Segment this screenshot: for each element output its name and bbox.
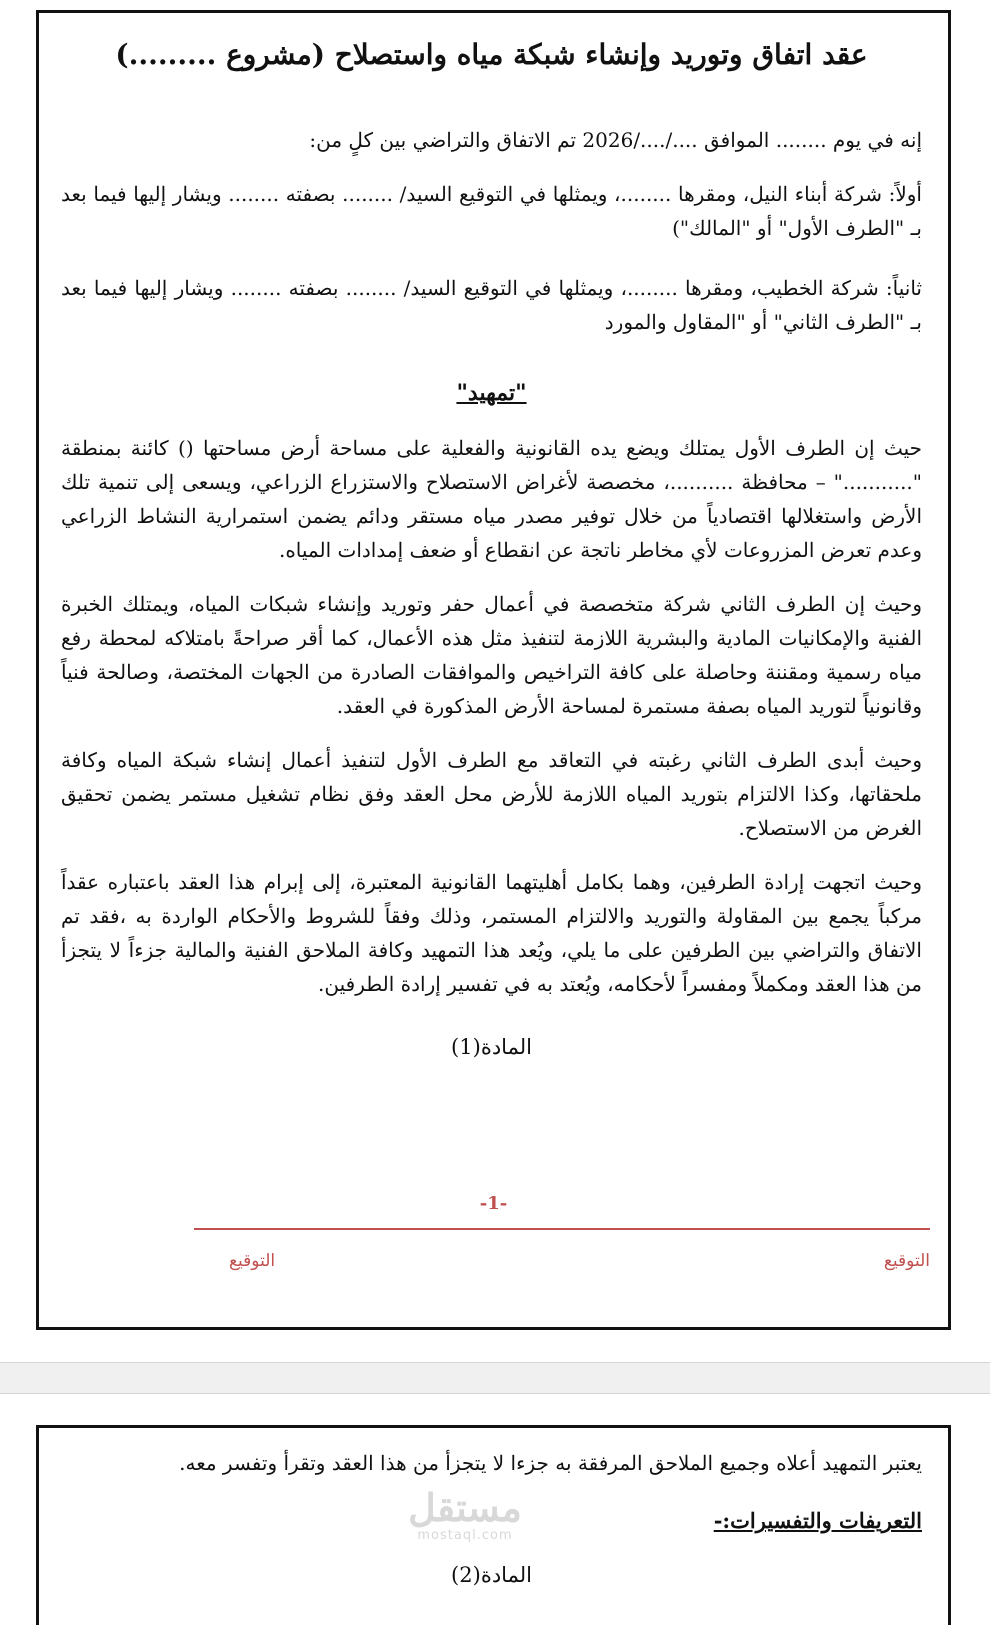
preamble-paragraph-2: وحيث إن الطرف الثاني شركة متخصصة في أعمال حفر وتوريد وإنشاء شبكات المياه، ويمتلك الخبرة الفنية والإمكانيات المادية والبشرية اللازمة لتنفيذ مثل هذه الأعمال، كما أقر صراحةً بامتلاكه لمحطة رفع مياه رسمية ومقننة وحاصلة على كافة التراخيص والموافقات الصادرة من الجهات المختصة، وصالحة فنياً وقانونياً لتوريد المياه بصفة مستمرة لمساحة الأرض المذكورة في العقد. xyxy=(61,592,923,718)
footer-divider xyxy=(194,1228,930,1230)
second-party-clause: ثانياً: شركة الخطيب، ومقرها ........، ويمثلها في التوقيع السيد/ ........ بصفته ........ ويشار إليها فيما بعد بـ "الطرف الثاني" أو "المقاول والمورد xyxy=(61,276,923,334)
watermark-latin: mostaql.com xyxy=(417,1528,513,1543)
signature-right: التوقيع xyxy=(883,1251,930,1271)
contract-page-2 xyxy=(36,1425,951,1625)
article-1-heading: المادة(1) xyxy=(451,1035,532,1059)
annex-statement: يعتبر التمهيد أعلاه وجميع الملاحق المرفقة به جزءا لا يتجزأ من هذا العقد وتقرأ وتفسر معه. xyxy=(179,1451,922,1475)
opening-statement: إنه في يوم ........ الموافق ..../..../2026 تم الاتفاق والتراضي بين كلٍ من: xyxy=(309,128,922,152)
first-party-clause: أولاً: شركة أبناء النيل، ومقرها ........، ويمثلها في التوقيع السيد/ ........ بصفته ........ ويشار إليها فيما بعد بـ "الطرف الأول" أو "المالك") xyxy=(61,182,922,240)
watermark-arabic: مستقل xyxy=(408,1485,522,1530)
page-separator xyxy=(0,1362,990,1394)
preamble-paragraph-1: حيث إن الطرف الأول يمتلك ويضع يده القانونية والفعلية على مساحة أرض مساحتها () كائنة بمنطقة "..........." – محافظة ..........، مخصصة لأغراض الاستصلاح والاستزراع الزراعي، ويسعى إلى تنمية تلك الأرض واستغلالها اقتصادياً من خلال توفير مصدر مياه مستقر ودائم يضمن استمرارية النشاط الزراعي وعدم تعرض المزروعات لأي مخاطر ناتجة عن انقطاع أو ضعف إمدادات المياه. xyxy=(61,436,923,562)
contract-title: عقد اتفاق وتوريد وإنشاء شبكة مياه واستصلاح (مشروع .........) xyxy=(115,38,868,71)
preamble-paragraph-3: وحيث أبدى الطرف الثاني رغبته في التعاقد مع الطرف الأول لتنفيذ أعمال إنشاء شبكة المياه وكافة ملحقاتها، وكذا الالتزام بتوريد المياه اللازمة للأرض محل العقد وفق نظام تشغيل مستمر يضمن تحقيق الغرض من الاستصلاح. xyxy=(61,748,922,840)
preamble-paragraph-4: وحيث اتجهت إرادة الطرفين، وهما بكامل أهليتهما القانونية المعتبرة، إلى إبرام هذا العقد باعتباره عقداً مركباً يجمع بين المقاولة والتوريد والالتزام المستمر، وذلك وفقاً للشروط والأحكام الواردة به ،فقد تم الاتفاق والتراضي بين الطرفين على ما يلي، ويُعد هذا التمهيد وكافة الملاحق الفنية والمالية جزءاً لا يتجزأ من هذا العقد ومكملاً ومفسراً لأحكامه، ويُعتد به في تفسير إرادة الطرفين. xyxy=(61,870,922,996)
article-2-heading: المادة(2) xyxy=(451,1563,532,1587)
contract-page-1 xyxy=(36,10,951,1330)
page-footer xyxy=(39,1193,948,1293)
definitions-heading: التعريفات والتفسيرات:- xyxy=(713,1508,922,1533)
page-number: -1- xyxy=(479,1193,508,1214)
preamble-heading: "تمهيد" xyxy=(456,380,527,406)
signature-left: التوقيع xyxy=(229,1251,276,1271)
